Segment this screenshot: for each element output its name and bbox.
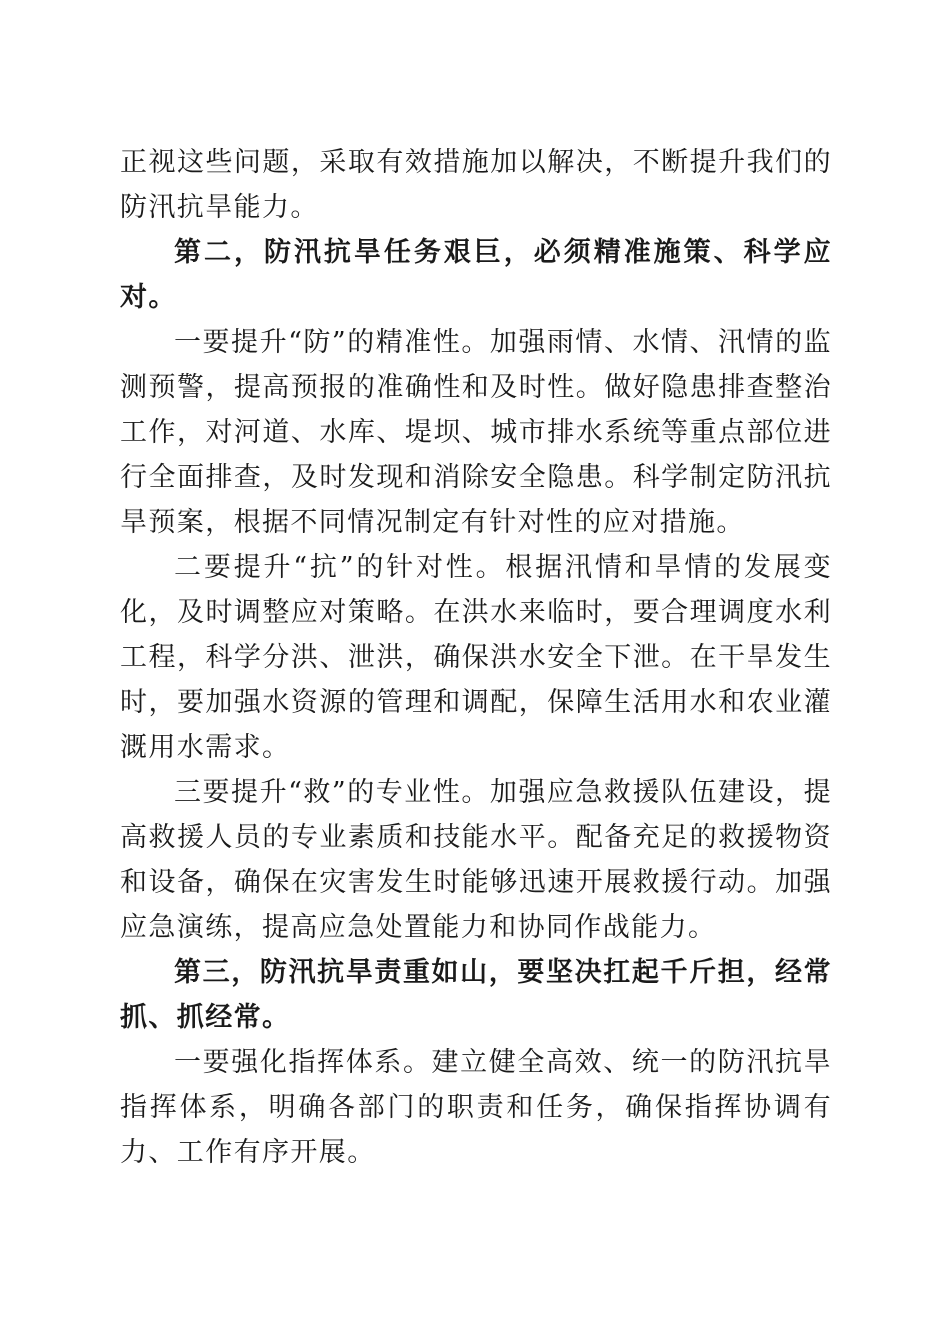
paragraph-resistance: 二要提升“抗”的针对性。根据汛情和旱情的发展变化，及时调整应对策略。在洪水来临时，要合理调度水利工程，科学分洪、泄洪，确保洪水安全下泄。在干旱发生时，要加强水资源的管理和调配，保障生活用水和农业灌溉用水需求。 <box>120 552 832 763</box>
paragraph-continued: 正视这些问题，采取有效措施加以解决，不断提升我们的防汛抗旱能力。 <box>120 147 832 223</box>
section-heading-third: 第三，防汛抗旱责重如山，要坚决扛起千斤担，经常抓、抓经常。 <box>120 957 832 1033</box>
document-body <box>120 140 832 1175</box>
paragraph-prevention: 一要提升“防”的精准性。加强雨情、水情、汛情的监测预警，提高预报的准确性和及时性。做好隐患排查整治工作，对河道、水库、堤坝、城市排水系统等重点部位进行全面排查，及时发现和消除安全隐患。科学制定防汛抗旱预案，根据不同情况制定有针对性的应对措施。 <box>120 327 832 538</box>
paragraph-rescue: 三要提升“救”的专业性。加强应急救援队伍建设，提高救援人员的专业素质和技能水平。配备充足的救援物资和设备，确保在灾害发生时能够迅速开展救援行动。加强应急演练，提高应急处置能力和协同作战能力。 <box>120 777 832 943</box>
section-heading-second: 第二，防汛抗旱任务艰巨，必须精准施策、科学应对。 <box>120 237 832 313</box>
paragraph-command-system: 一要强化指挥体系。建立健全高效、统一的防汛抗旱指挥体系，明确各部门的职责和任务，确保指挥协调有力、工作有序开展。 <box>120 1047 832 1168</box>
